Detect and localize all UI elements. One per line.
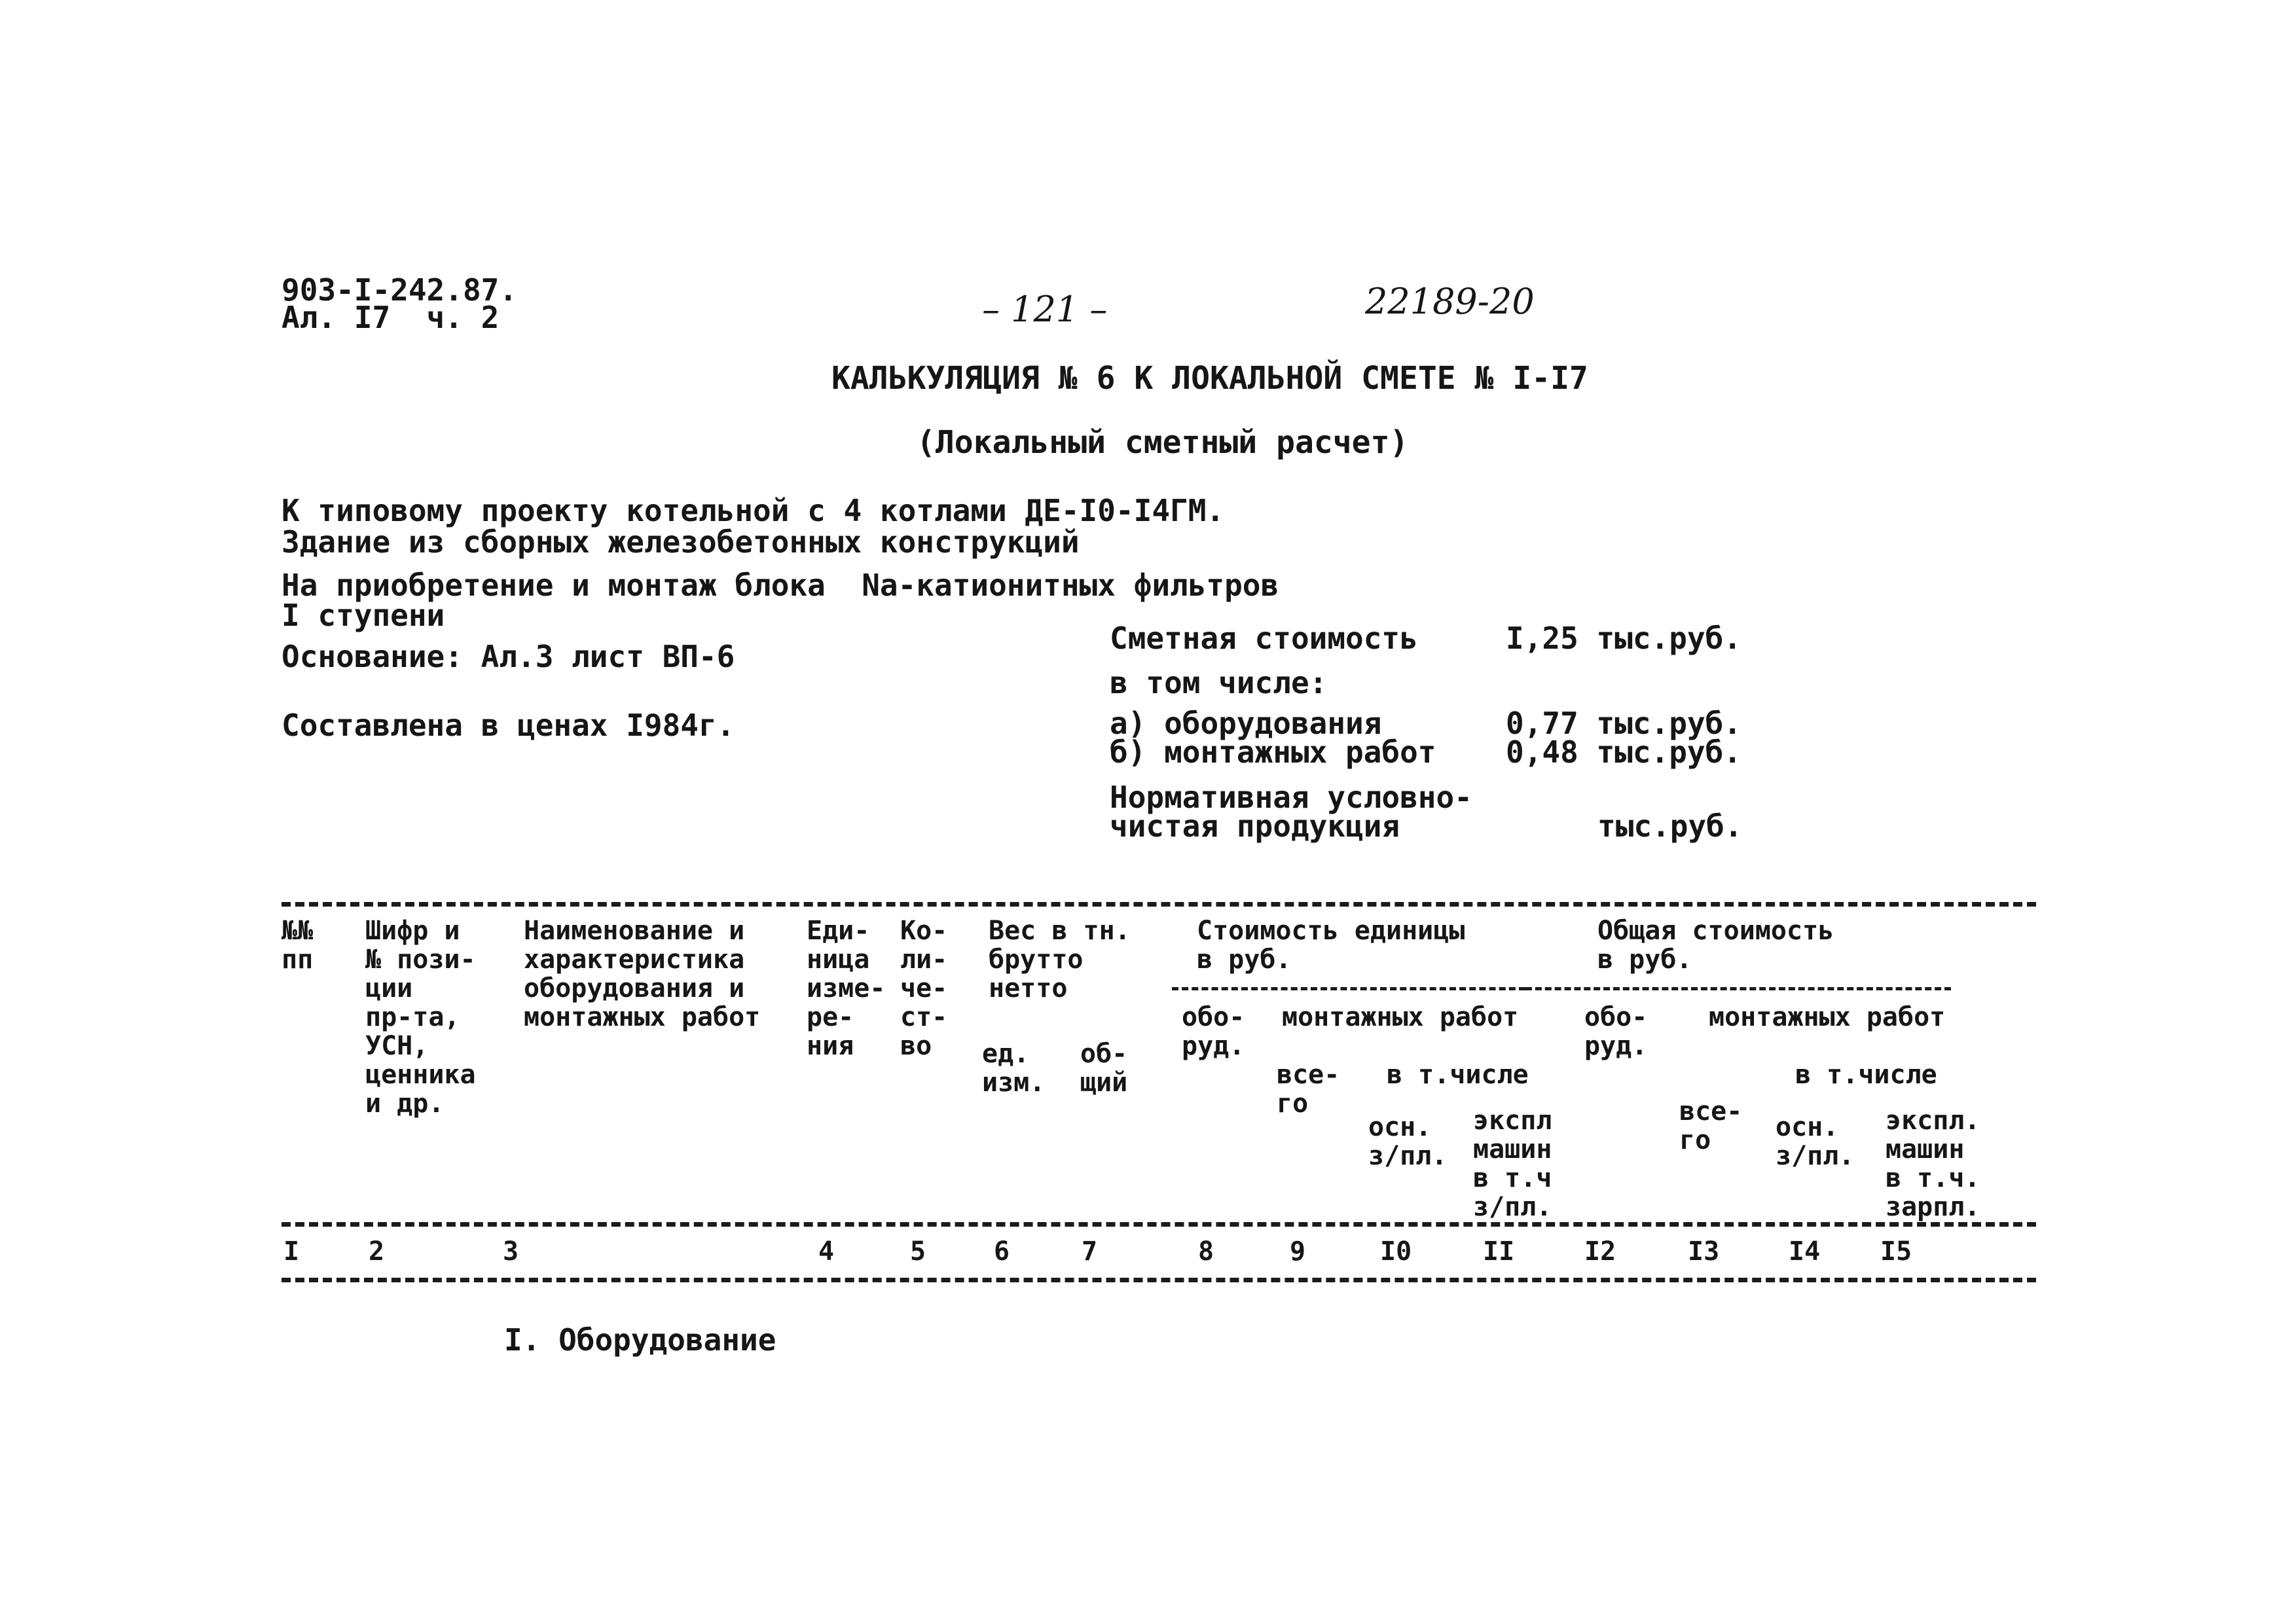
column-numbers-top-rule — [282, 1222, 2036, 1227]
col-header-name: Наименование и характеристика оборудования и монтажных работ — [524, 916, 761, 1032]
col-header-total-installation-total: все- го — [1679, 1096, 1743, 1155]
section-title: I. Оборудование — [504, 1322, 776, 1358]
col-header-weight-total: об- щий — [1080, 1039, 1128, 1098]
total-cost-rule — [1525, 987, 1951, 990]
including-label: в том числе: — [1110, 665, 1328, 700]
col-header-unit-installation-total: все- го — [1277, 1060, 1340, 1119]
installation-cost-label: б) монтажных работ — [1110, 734, 1436, 770]
column-number: 2 — [369, 1236, 385, 1267]
page-number: – 121 – — [982, 289, 1108, 330]
table-header-bottom-rule — [282, 1278, 2036, 1282]
album-part: Ал. I7 ч. 2 — [282, 300, 500, 335]
column-number: 5 — [910, 1236, 926, 1267]
col-header-quantity: Ко- ли- че- ст- во — [900, 916, 948, 1061]
table-top-rule — [282, 902, 2036, 907]
installation-cost-value: 0,48 тыс.руб. — [1506, 734, 1742, 770]
col-header-code: Шифр и № пози- ции пр-та, УСН, ценника и др. — [365, 916, 476, 1119]
column-number: I2 — [1584, 1236, 1616, 1267]
column-number: 4 — [818, 1236, 835, 1267]
col-header-unit-cost: Стоимость единицы в руб. — [1197, 916, 1465, 975]
col-header-total-equipment: обо- руд. — [1584, 1002, 1648, 1061]
project-description: К типовому проекту котельной с 4 котлами ДЕ-I0-I4ГМ. — [282, 493, 1225, 528]
col-header-unit-machines: экспл машин в т.ч з/пл. — [1473, 1106, 1552, 1222]
col-header-unit-including: в т.числе — [1387, 1060, 1529, 1090]
project-code: 903-I-242.87. — [282, 272, 518, 308]
col-header-total-machines: экспл. машин в т.ч. зарпл. — [1886, 1106, 1980, 1222]
unit-cost-rule — [1172, 987, 1525, 990]
basis-reference: Основание: Ал.3 лист ВП-6 — [282, 639, 735, 674]
normative-production-label-2: чистая продукция — [1110, 808, 1400, 844]
work-description-stage: I ступени — [282, 598, 445, 633]
col-header-unit-equipment: обо- руд. — [1182, 1002, 1245, 1061]
document-title: КАЛЬКУЛЯЦИЯ № 6 К ЛОКАЛЬНОЙ СМЕТЕ № I-I7 — [831, 360, 1588, 397]
column-number: I0 — [1380, 1236, 1412, 1267]
col-header-total-including: в т.числе — [1795, 1060, 1937, 1090]
column-number: 3 — [503, 1236, 519, 1267]
column-number: 8 — [1198, 1236, 1214, 1267]
building-description: Здание из сборных железобетонных конструкций — [282, 524, 1080, 560]
estimated-cost-label: Сметная стоимость — [1110, 621, 1418, 656]
column-number: I4 — [1789, 1236, 1821, 1267]
document-subtitle: (Локальный сметный расчет) — [917, 424, 1409, 461]
column-number: 6 — [994, 1236, 1010, 1267]
estimated-cost-value: I,25 тыс.руб. — [1506, 621, 1742, 656]
column-number: 9 — [1290, 1236, 1306, 1267]
column-number: I — [283, 1236, 300, 1267]
col-header-unit-installation: монтажных работ — [1282, 1002, 1519, 1032]
equipment-cost-label: а) оборудования — [1110, 706, 1382, 741]
equipment-cost-value: 0,77 тыс.руб. — [1506, 706, 1742, 741]
price-level: Составлена в ценах I984г. — [282, 708, 735, 743]
col-header-total-cost: Общая стоимость в руб. — [1597, 916, 1834, 975]
column-number: II — [1483, 1236, 1515, 1267]
normative-production-value: тыс.руб. — [1597, 808, 1743, 844]
normative-production-label-1: Нормативная условно- — [1110, 780, 1472, 815]
col-header-total-base-wage: осн. з/пл. — [1776, 1112, 1855, 1171]
col-header-number: №№ пп — [282, 916, 314, 975]
col-header-weight: Вес в тн. брутто нетто — [989, 916, 1131, 1003]
col-header-total-installation: монтажных работ — [1709, 1002, 1946, 1032]
column-number: 7 — [1082, 1236, 1098, 1267]
column-number: I5 — [1880, 1236, 1912, 1267]
inventory-number: 22189-20 — [1365, 281, 1535, 322]
col-header-weight-unit: ед. изм. — [982, 1039, 1046, 1098]
col-header-unit-base-wage: осн. з/пл. — [1368, 1112, 1448, 1171]
column-number: I3 — [1688, 1236, 1720, 1267]
work-description: На приобретение и монтаж блока Na-катионитных фильтров — [282, 568, 1279, 603]
col-header-unit: Еди- ница изме- ре- ния — [807, 916, 886, 1061]
